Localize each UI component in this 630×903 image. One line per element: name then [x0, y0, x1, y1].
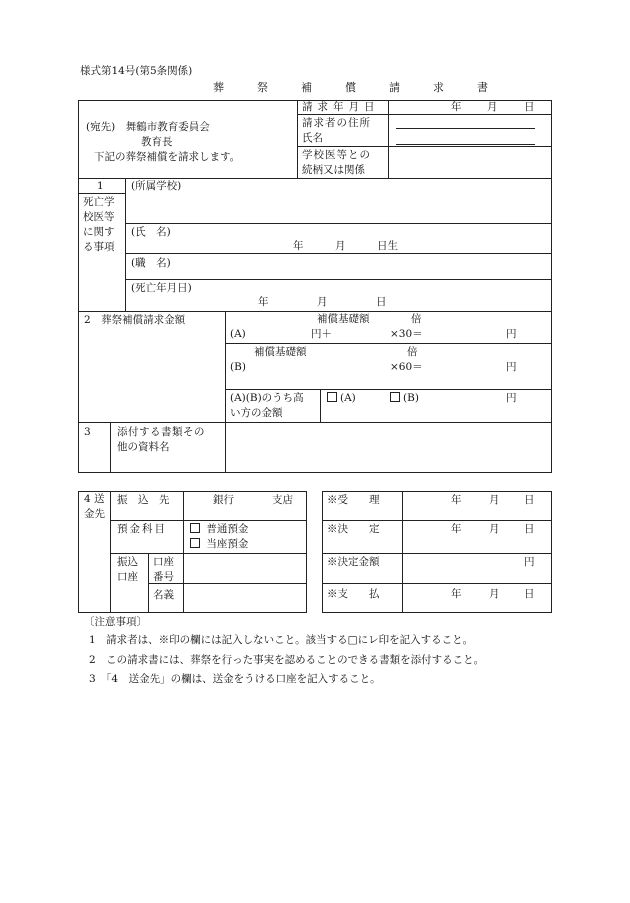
- account-number-label-2: 番号: [153, 571, 174, 583]
- amount-a-yen: 円: [506, 328, 517, 340]
- address-label: 請求者の住所: [302, 117, 371, 129]
- date-day: 日: [524, 101, 535, 113]
- section4-label-1: 4 送: [84, 493, 105, 505]
- birth-date: 年 月 日生: [293, 240, 398, 252]
- death-day: 日: [376, 296, 387, 308]
- school-label: (所属学校): [131, 180, 182, 192]
- request-date-label: 請求年月日: [302, 101, 380, 113]
- yen-plus: 円＋: [311, 328, 332, 340]
- name-line: [396, 144, 535, 145]
- times-30: ×30＝: [390, 328, 423, 340]
- higher-amount-yen: 円: [506, 392, 517, 404]
- payment-label: ※支 払: [327, 588, 380, 600]
- deceased-name-label: (氏 名): [131, 226, 171, 238]
- section1-label-1: 死亡学: [83, 196, 115, 208]
- decision-day: 日: [524, 523, 535, 535]
- amount-b-label: (B): [230, 361, 246, 373]
- account-number-label-1: 口座: [153, 556, 174, 568]
- branch-label: 支店: [272, 494, 293, 506]
- higher-amount-label-2: い方の金額: [230, 407, 283, 419]
- name-label: 氏名: [302, 132, 323, 144]
- higher-amount-label-1: (A)(B)のうち高: [230, 392, 304, 404]
- section3-number: 3: [84, 426, 91, 438]
- death-year: 年: [258, 296, 269, 308]
- checkbox-b[interactable]: [390, 392, 400, 402]
- notes-heading: 〔注意事項〕: [84, 616, 147, 628]
- multiplier-label-2: 倍: [407, 346, 418, 358]
- current-deposit[interactable]: 当座預金: [190, 538, 248, 551]
- payment-day: 日: [524, 588, 535, 600]
- date-year: 年: [451, 101, 462, 113]
- base-amount-label-2: 補償基礎額: [254, 346, 307, 358]
- times-60: ×60＝: [390, 361, 423, 373]
- decided-amount-yen: 円: [524, 556, 535, 568]
- checkbox-current[interactable]: [190, 538, 200, 548]
- checkbox-a[interactable]: [327, 392, 337, 402]
- bank-label: 銀行: [213, 494, 234, 506]
- death-date-label: (死亡年月日): [131, 282, 192, 294]
- base-amount-label-1: 補償基礎額: [317, 313, 370, 325]
- note-item: 2 この請求書には、葬祭を行った事実を認めることのできる書類を添付すること。: [89, 654, 485, 666]
- section1-label-2: 校医等: [83, 211, 115, 223]
- decided-amount-label: ※決定金額: [327, 556, 380, 568]
- payment-month: 月: [489, 588, 500, 600]
- page-title: 葬 祭 補 償 請 求 書: [213, 81, 499, 94]
- option-b[interactable]: (B): [390, 392, 419, 405]
- amount-b-yen: 円: [506, 361, 517, 373]
- request-statement: 下記の葬祭補償を請求します。: [94, 151, 241, 163]
- transfer-account-label-1: 振込: [117, 556, 138, 568]
- ordinary-deposit[interactable]: 普通預金: [190, 523, 248, 536]
- relation-label: 学校医等との: [302, 149, 371, 161]
- section4-label-2: 金先: [84, 508, 105, 520]
- multiplier-label-1: 倍: [411, 313, 422, 325]
- transfer-to-label: 振 込 先: [117, 494, 170, 506]
- date-month: 月: [487, 101, 498, 113]
- option-a[interactable]: (A): [327, 392, 356, 405]
- receipt-day: 日: [524, 494, 535, 506]
- section1-label-4: る事項: [83, 241, 115, 253]
- section3-label-2: 他の資料名: [117, 441, 170, 453]
- form-number: 様式第14号(第5条関係): [80, 65, 193, 77]
- account-holder-label: 名義: [153, 589, 174, 601]
- section1-label-3: に関す: [83, 226, 115, 238]
- receipt-year: 年: [451, 494, 462, 506]
- checkbox-ordinary[interactable]: [190, 523, 200, 533]
- section2-label: 2 葬祭補償請求金額: [84, 314, 186, 326]
- address-line: [396, 128, 535, 129]
- relation-label-2: 続柄又は関係: [302, 164, 365, 176]
- recipient-to: (宛先) 舞鶴市教育委員会: [86, 121, 210, 133]
- position-label: (職 名): [131, 257, 171, 269]
- note-item: 1 請求者は、※印の欄には記入しないこと。該当する□にレ印を記入すること。: [89, 634, 474, 646]
- amount-a-label: (A): [230, 328, 246, 340]
- note-item: 3 「4 送金先」の欄は、送金をうける口座を記入すること。: [89, 673, 381, 685]
- account-type-label: 預金科目: [117, 523, 167, 535]
- decision-month: 月: [489, 523, 500, 535]
- section1-number: 1: [97, 180, 104, 192]
- receipt-month: 月: [489, 494, 500, 506]
- death-month: 月: [317, 296, 328, 308]
- receipt-label: ※受 理: [327, 494, 380, 506]
- recipient-title: 教育長: [141, 136, 173, 148]
- remittance-table: [78, 491, 307, 613]
- section3-label-1: 添付する書類その: [117, 426, 205, 438]
- transfer-account-label-2: 口座: [117, 571, 138, 583]
- decision-year: 年: [451, 523, 462, 535]
- decision-label: ※決 定: [327, 523, 380, 535]
- payment-year: 年: [451, 588, 462, 600]
